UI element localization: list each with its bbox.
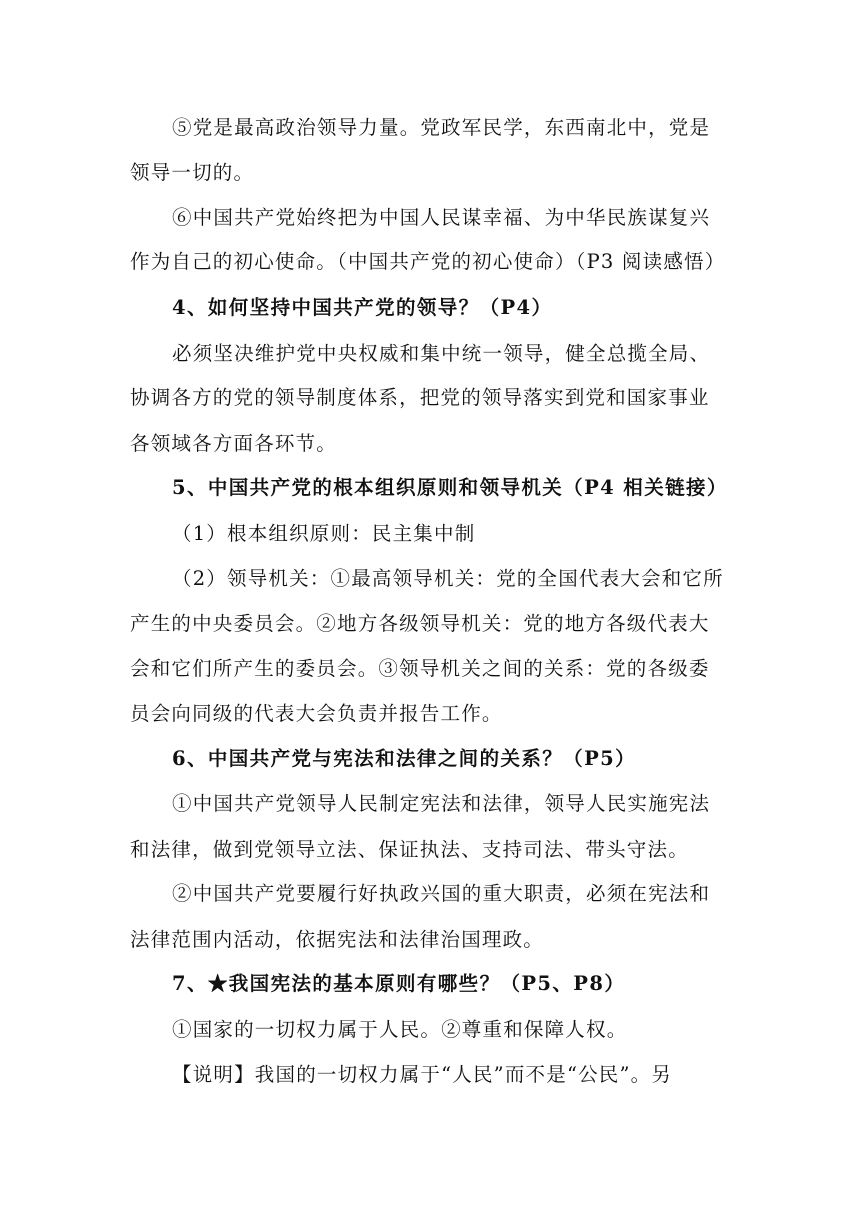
section7-heading: 7、★我国宪法的基本原则有哪些？（P5、P8） [172, 972, 626, 995]
section5-point2-line3: 会和它们所产生的委员会。③领导机关之间的关系：党的各级委 [130, 657, 710, 680]
section5-point1: （1）根本组织原则：民主集中制 [172, 522, 476, 545]
section4-para-line2: 协调各方的党的领导制度体系，把党的领导落实到党和国家事业 [130, 386, 710, 409]
section7-note: 【说明】我国的一切权力属于“人民”而不是“公民”。另 [172, 1063, 673, 1086]
section4-para-line3: 各领域各方面各环节。 [130, 432, 338, 455]
section6-p1-line2: 和法律，做到党领导立法、保证执法、支持司法、带头守法。 [130, 838, 689, 861]
section6-p1-line1: ①中国共产党领导人民制定宪法和法律，领导人民实施宪法 [172, 792, 711, 815]
item5-line1: ⑤党是最高政治领导力量。党政军民学，东西南北中，党是 [172, 116, 711, 139]
section5-point2-line2: 产生的中央委员会。②地方各级领导机关：党的地方各级代表大 [130, 612, 710, 635]
section5-point2-line4: 员会向同级的代表大会负责并报告工作。 [130, 702, 503, 725]
item6-line1: ⑥中国共产党始终把为中国人民谋幸福、为中华民族谋复兴 [172, 206, 711, 229]
section5-point2-line1: （2）领导机关：①最高领导机关：党的全国代表大会和它所 [172, 567, 724, 590]
section6-heading: 6、中国共产党与宪法和法律之间的关系？（P5） [172, 747, 636, 770]
section6-p2-line2: 法律范围内活动，依据宪法和法律治国理政。 [130, 928, 545, 951]
section4-heading: 4、如何坚持中国共产党的领导？（P4） [172, 296, 553, 319]
section7-p1: ①国家的一切权力属于人民。②尊重和保障人权。 [172, 1018, 628, 1041]
section5-heading: 5、中国共产党的根本组织原则和领导机关（P4 相关链接） [172, 476, 728, 499]
section4-para-line1: 必须坚决维护党中央权威和集中统一领导，健全总揽全局、 [172, 342, 711, 365]
section6-p2-line1: ②中国共产党要履行好执政兴国的重大职责，必须在宪法和 [172, 882, 711, 905]
item6-line2: 作为自己的初心使命。（中国共产党的初心使命）（P3 阅读感悟） [130, 250, 726, 273]
item5-line2: 领导一切的。 [130, 161, 255, 184]
